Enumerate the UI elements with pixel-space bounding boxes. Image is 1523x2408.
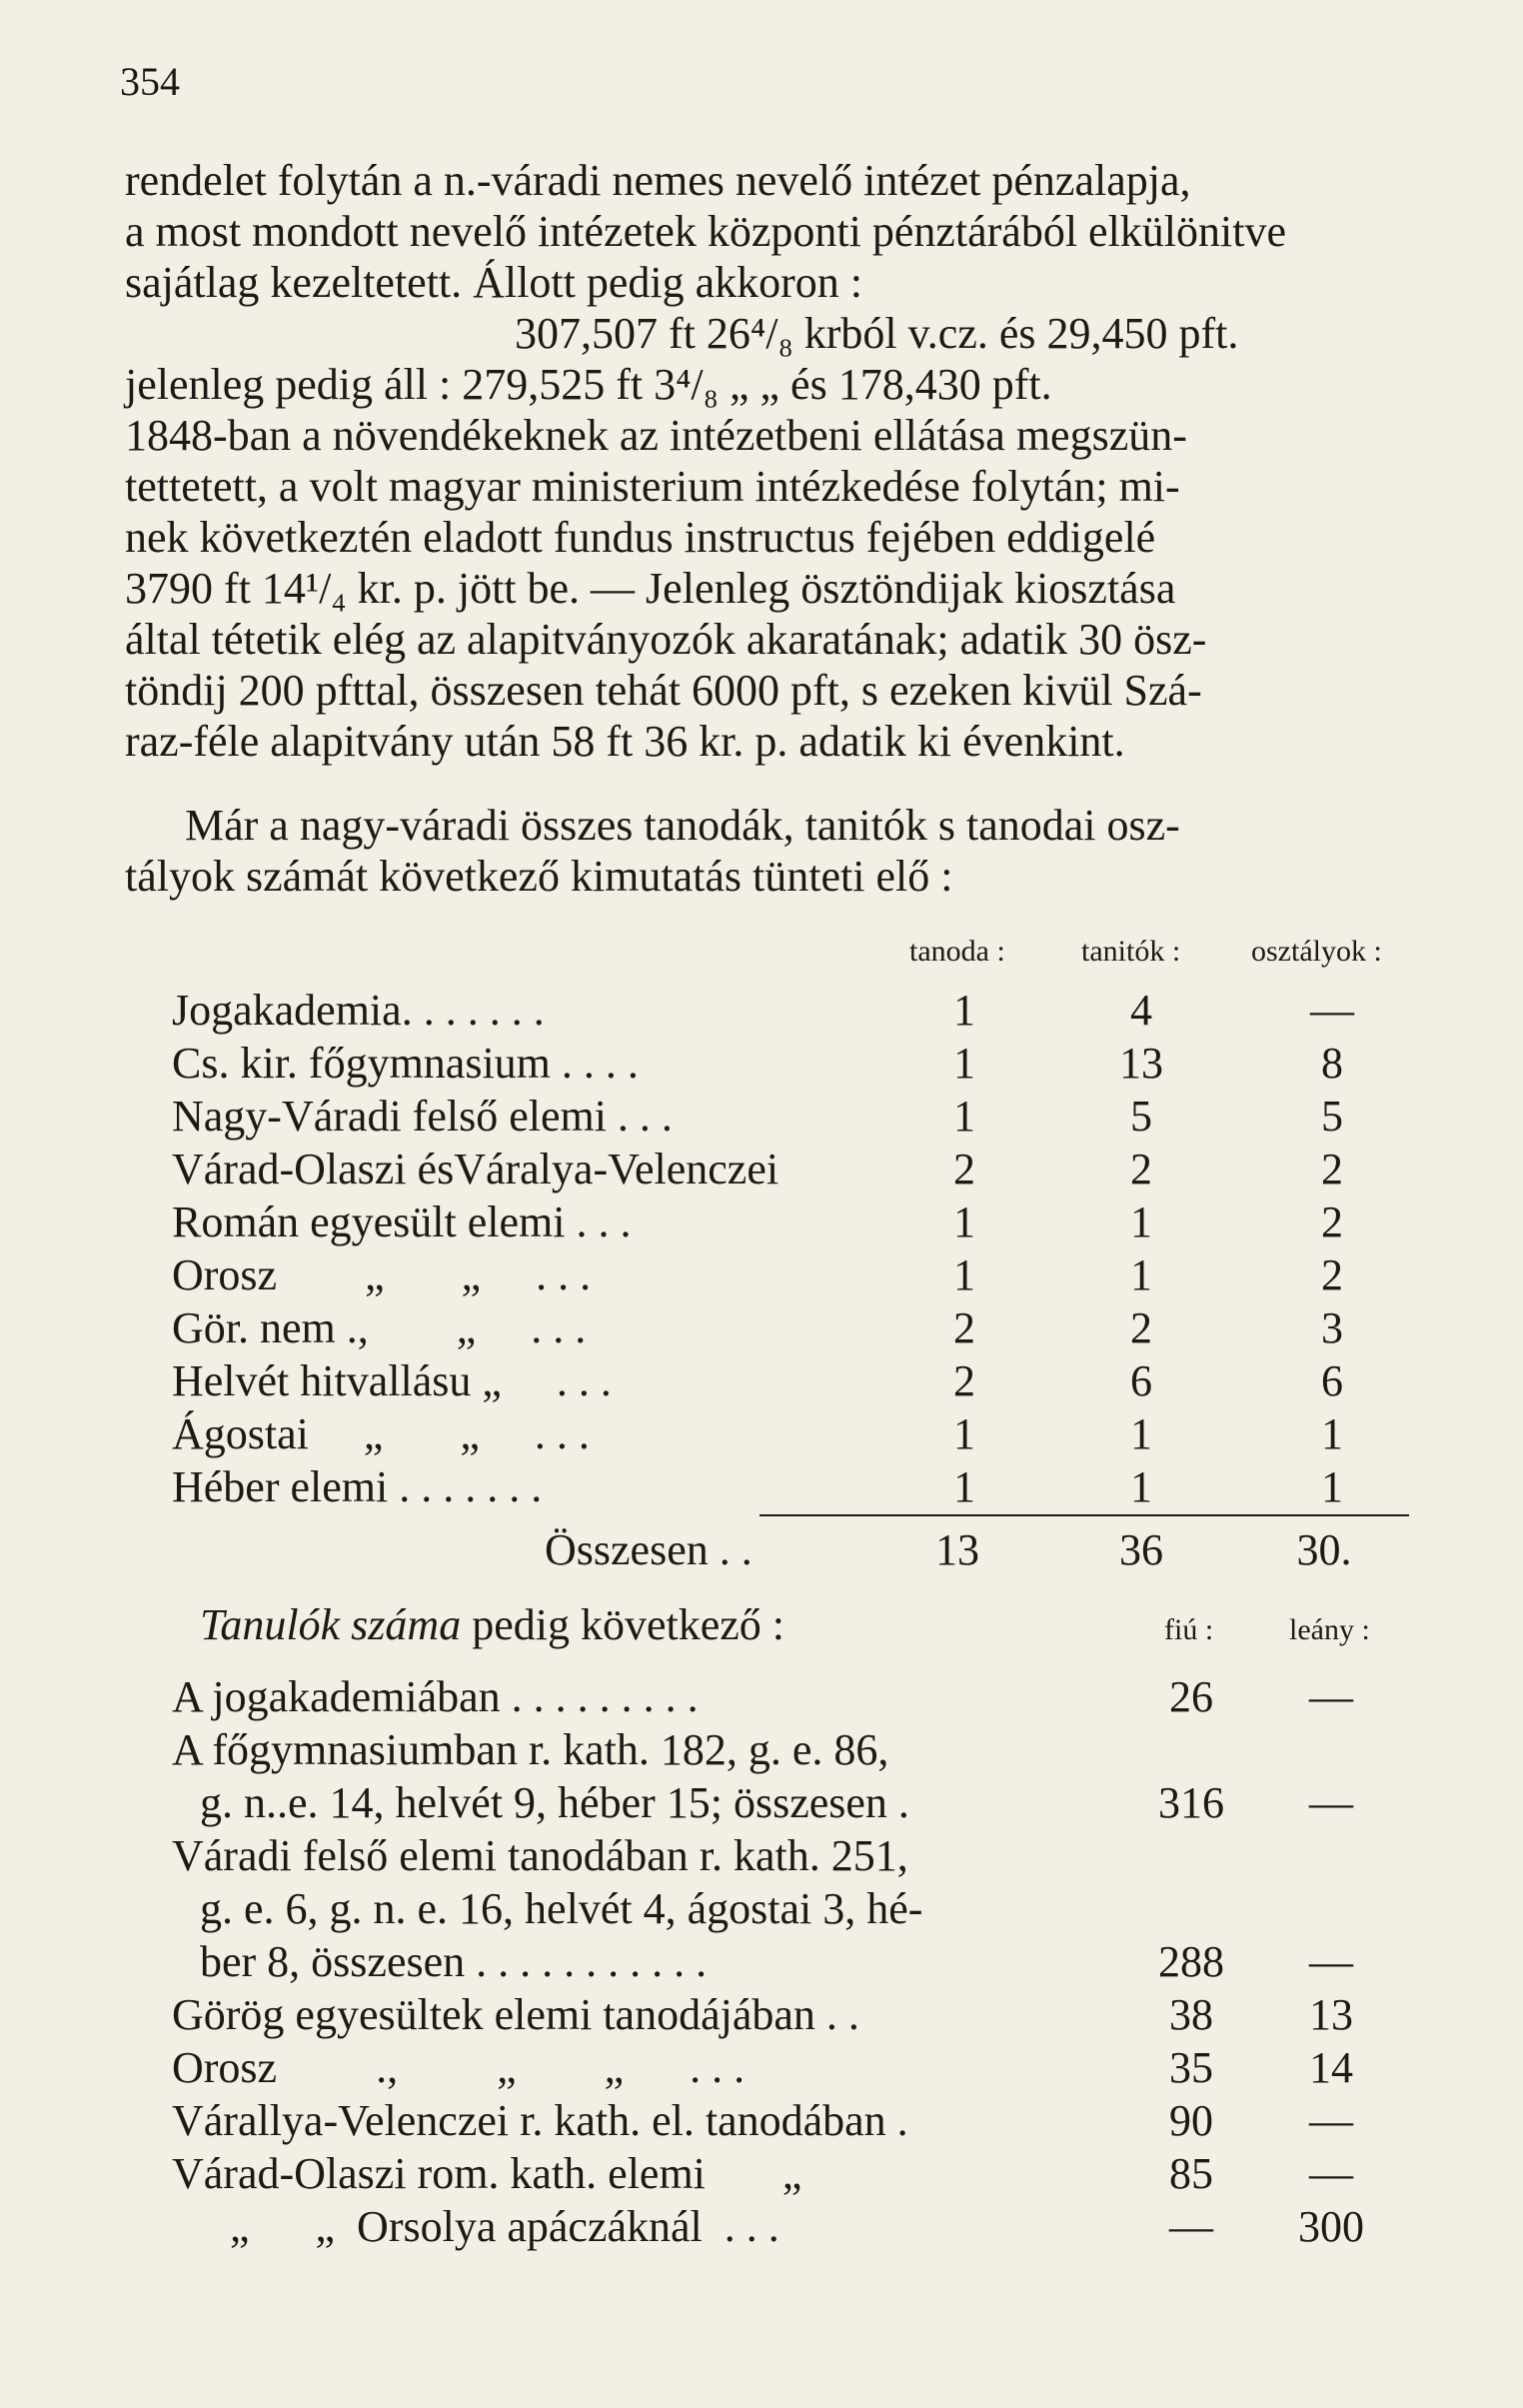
table-row [0,2095,1523,2147]
cell-tanitok: 1 [1130,1409,1152,1458]
school-name: Héber elemi . . . . . . . [172,1462,543,1511]
cell-tanoda: 1 [953,1092,975,1141]
intro-paragraph [125,155,1424,767]
cell-leany: — [1309,2096,1353,2145]
text-line: Már a nagy-váradi összes tanodák, tanitók s tanodai osz- [185,801,1180,850]
total-label: Összesen . . [545,1525,753,1574]
cell-tanitok: 5 [1130,1092,1152,1141]
student-row-text: g. e. 6, g. n. e. 16, helvét 4, ágostai 3, hé- [200,1884,923,1933]
text-line: nek következtén eladott fundus instructus fejében eddigelé [125,513,1156,562]
cell-tanitok: 2 [1130,1145,1152,1194]
student-row-text: A jogakademiában . . . . . . . . . [172,1672,699,1721]
total-tanoda: 13 [935,1525,979,1574]
school-name: Cs. kir. főgymnasium . . . . [172,1039,639,1088]
cell-tanoda: 2 [953,1145,975,1194]
students-title-row [0,1599,1523,1651]
cell-tanoda: 1 [953,1198,975,1246]
students-title [200,1599,784,1650]
text-line: sajátlag kezeltetett. Állott pedig akkoron : [125,258,862,307]
cell-fiu: — [1169,2202,1213,2251]
table-intro-paragraph [125,800,1424,902]
cell-osztalyok: 2 [1321,1198,1343,1246]
cell-osztalyok: 1 [1321,1409,1343,1458]
table-row [0,1197,1523,1248]
table-row [0,1355,1523,1407]
cell-osztalyok: — [1310,986,1354,1035]
text-line: a most mondott nevelő intézetek központi pénztárából elkülönitve [125,207,1287,256]
cell-osztalyok: 2 [1321,1145,1343,1194]
table-row [0,1038,1523,1090]
cell-leany: 300 [1298,2202,1364,2251]
cell-leany: 13 [1309,1990,1353,2039]
school-name: Ágostai „ „ . . . [172,1409,590,1458]
header-osztalyok: osztályok : [1251,935,1382,968]
students-title-rest: pedig következő : [461,1600,785,1649]
total-rule [760,1514,1409,1516]
cell-fiu: 90 [1169,2096,1213,2145]
cell-osztalyok: 2 [1321,1250,1343,1299]
cell-osztalyok: 6 [1321,1356,1343,1405]
header-leany: leány : [1289,1613,1370,1646]
table-row [0,1144,1523,1196]
text-line: jelenleg pedig áll : 279,525 ft 3⁴/₈ „ „ és 178,430 pft. [125,360,1052,409]
cell-tanitok: 6 [1130,1356,1152,1405]
cell-leany: 14 [1309,2043,1353,2092]
total-osztalyok: 30. [1296,1525,1352,1574]
table-row [0,1936,1523,1988]
cell-tanitok: 13 [1119,1039,1163,1088]
cell-tanoda: 1 [953,1462,975,1511]
text-line: raz-féle alapitvány után 58 ft 36 kr. p. adatik ki évenkint. [125,717,1125,766]
header-tanitok: tanitók : [1081,935,1181,968]
header-fiu: fiú : [1164,1613,1214,1646]
school-name: Orosz „ „ . . . [172,1250,592,1299]
cell-tanoda: 1 [953,1409,975,1458]
cell-osztalyok: 5 [1321,1092,1343,1141]
cell-leany: — [1309,1778,1353,1827]
header-tanoda: tanoda : [909,935,1005,968]
table-row [0,1830,1523,1882]
student-row-text: g. n..e. 14, helvét 9, héber 15; összesen . [200,1778,909,1827]
school-name: Várad-Olaszi ésVáralya-Velenczei [172,1145,779,1194]
cell-tanitok: 1 [1130,1250,1152,1299]
cell-osztalyok: 3 [1321,1303,1343,1352]
school-name: Nagy-Váradi felső elemi . . . [172,1092,673,1141]
school-name: Román egyesült elemi . . . [172,1198,632,1246]
cell-tanoda: 1 [953,1250,975,1299]
student-row-text: Váradi felső elemi tanodában r. kath. 251, [172,1831,908,1880]
cell-fiu: 26 [1169,1672,1213,1721]
table-row [0,2148,1523,2200]
table-row [0,2042,1523,2094]
table-row [0,1091,1523,1143]
students-title-italic: Tanulók száma [200,1600,462,1649]
cell-tanitok: 2 [1130,1303,1152,1352]
cell-leany: — [1309,2149,1353,2198]
school-name: Helvét hitvallásu „ . . . [172,1356,612,1405]
cell-tanoda: 2 [953,1303,975,1352]
page-number: 354 [120,59,180,104]
cell-tanoda: 2 [953,1356,975,1405]
cell-tanitok: 1 [1130,1462,1152,1511]
school-name: Gör. nem ., „ . . . [172,1303,587,1352]
text-line: tettetett, a volt magyar ministerium intézkedése folytán; mi- [125,462,1180,511]
total-tanitok: 36 [1119,1525,1163,1574]
table-row [0,1408,1523,1460]
cell-leany: — [1309,1672,1353,1721]
table-row [0,1249,1523,1301]
student-row-text: Várallya-Velenczei r. kath. el. tanodában . [172,2096,908,2145]
table-row [0,1777,1523,1829]
table-row [0,1302,1523,1354]
student-row-text: „ „ Orsolya apáczáknál . . . [230,2202,779,2251]
cell-osztalyok: 1 [1321,1462,1343,1511]
text-line: által tétetik elég az alapitványozók akaratának; adatik 30 ösz- [125,615,1207,664]
table-row [0,1883,1523,1935]
cell-tanitok: 1 [1130,1198,1152,1246]
cell-tanitok: 4 [1130,986,1152,1035]
text-line: töndij 200 pfttal, összesen tehát 6000 pft, s ezeken kivül Szá- [125,666,1202,715]
cell-fiu: 316 [1158,1778,1224,1827]
table-row [0,1671,1523,1723]
cell-fiu: 288 [1158,1937,1224,1986]
student-row-text: A főgymnasiumban r. kath. 182, g. e. 86, [172,1725,889,1774]
cell-fiu: 38 [1169,1990,1213,2039]
text-line: tályok számát következő kimutatás tünteti elő : [125,852,953,901]
student-row-text: Görög egyesültek elemi tanodájában . . [172,1990,859,2039]
table-total-row [0,1524,1523,1576]
table-row [0,985,1523,1037]
text-line: 1848-ban a növendékeknek az intézetbeni ellátása megszün- [125,411,1187,460]
cell-fiu: 85 [1169,2149,1213,2198]
text-line: 307,507 ft 26⁴/₈ krból v.cz. és 29,450 pft. [515,309,1239,358]
cell-osztalyok: 8 [1321,1039,1343,1088]
table-row [0,2201,1523,2253]
table-row [0,1989,1523,2041]
cell-tanoda: 1 [953,1039,975,1088]
text-line: rendelet folytán a n.-váradi nemes nevelő intézet pénzalapja, [125,156,1191,205]
student-row-text: Orosz ., „ „ . . . [172,2043,746,2092]
student-row-text: ber 8, összesen . . . . . . . . . . . [200,1937,708,1986]
table-row [0,1724,1523,1776]
cell-leany: — [1309,1937,1353,1986]
student-row-text: Várad-Olaszi rom. kath. elemi „ [172,2149,802,2198]
school-name: Jogakademia. . . . . . . [172,986,545,1035]
cell-fiu: 35 [1169,2043,1213,2092]
text-line: 3790 ft 14¹/₄ kr. p. jött be. — Jelenleg ösztöndijak kiosztása [125,564,1176,613]
table-row [0,1461,1523,1513]
cell-tanoda: 1 [953,986,975,1035]
